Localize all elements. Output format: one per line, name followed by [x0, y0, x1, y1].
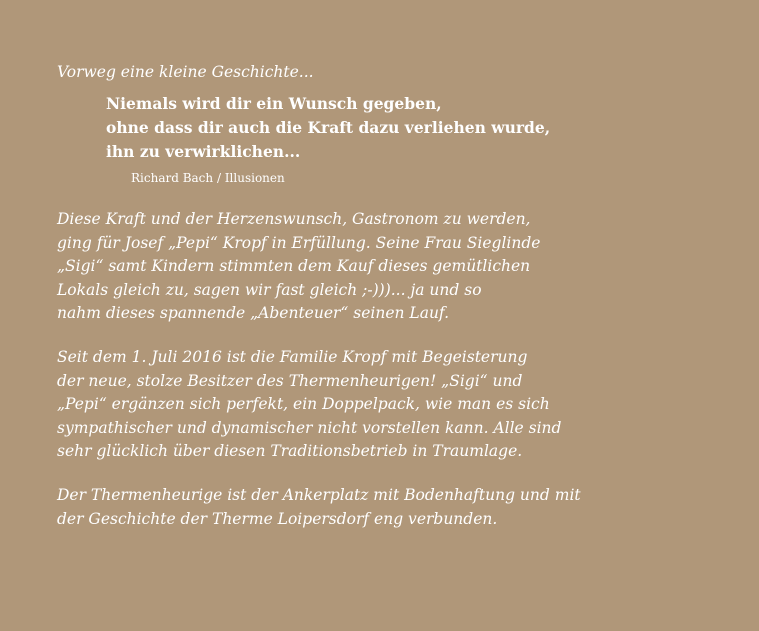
paragraph-line: sehr glücklich über diesen Traditionsbetrieb in Traumlage.	[57, 442, 523, 461]
paragraph-line: der Geschichte der Therme Loipersdorf eng verbunden.	[57, 509, 498, 528]
paragraph-dream	[57, 208, 737, 326]
paragraph-line: Lokals gleich zu, sagen wir fast gleich ;-)))... ja und so	[57, 280, 482, 299]
paragraph-line: sympathischer und dynamischer nicht vorstellen kann. Alle sind	[57, 418, 562, 437]
intro-text: Vorweg eine kleine Geschichte...	[57, 63, 314, 81]
paragraph-anchor	[57, 484, 737, 531]
paragraph-line: „Pepi“ ergänzen sich perfekt, ein Doppelpack, wie man es sich	[57, 395, 550, 414]
quote-line: ohne dass dir auch die Kraft dazu verliehen wurde,	[106, 118, 551, 137]
paragraph-line: Diese Kraft und der Herzenswunsch, Gastronom zu werden,	[57, 210, 531, 228]
paragraph-owners	[57, 346, 737, 464]
story-content	[57, 60, 737, 531]
paragraph-line: Seit dem 1. Juli 2016 ist die Familie Kropf mit Begeisterung	[57, 347, 528, 366]
quote-line: Niemals wird dir ein Wunsch gegeben,	[106, 94, 442, 113]
quote-line: ihn zu verwirklichen...	[106, 142, 301, 161]
paragraph-line: Der Thermenheurige ist der Ankerplatz mit Bodenhaftung und mit	[57, 485, 581, 504]
paragraph-line: der neue, stolze Besitzer des Thermenheurigen! „Sigi“ und	[57, 371, 523, 390]
quote-source: Richard Bach / Illusionen	[131, 171, 285, 185]
paragraph-line: ging für Josef „Pepi“ Kropf in Erfüllung. Seine Frau Sieglinde	[57, 233, 541, 252]
quote-block	[106, 92, 737, 186]
paragraph-line: „Sigi“ samt Kindern stimmten dem Kauf dieses gemütlichen	[57, 257, 531, 276]
paragraph-line: nahm dieses spannende „Abenteuer“ seinen Lauf.	[57, 304, 450, 323]
